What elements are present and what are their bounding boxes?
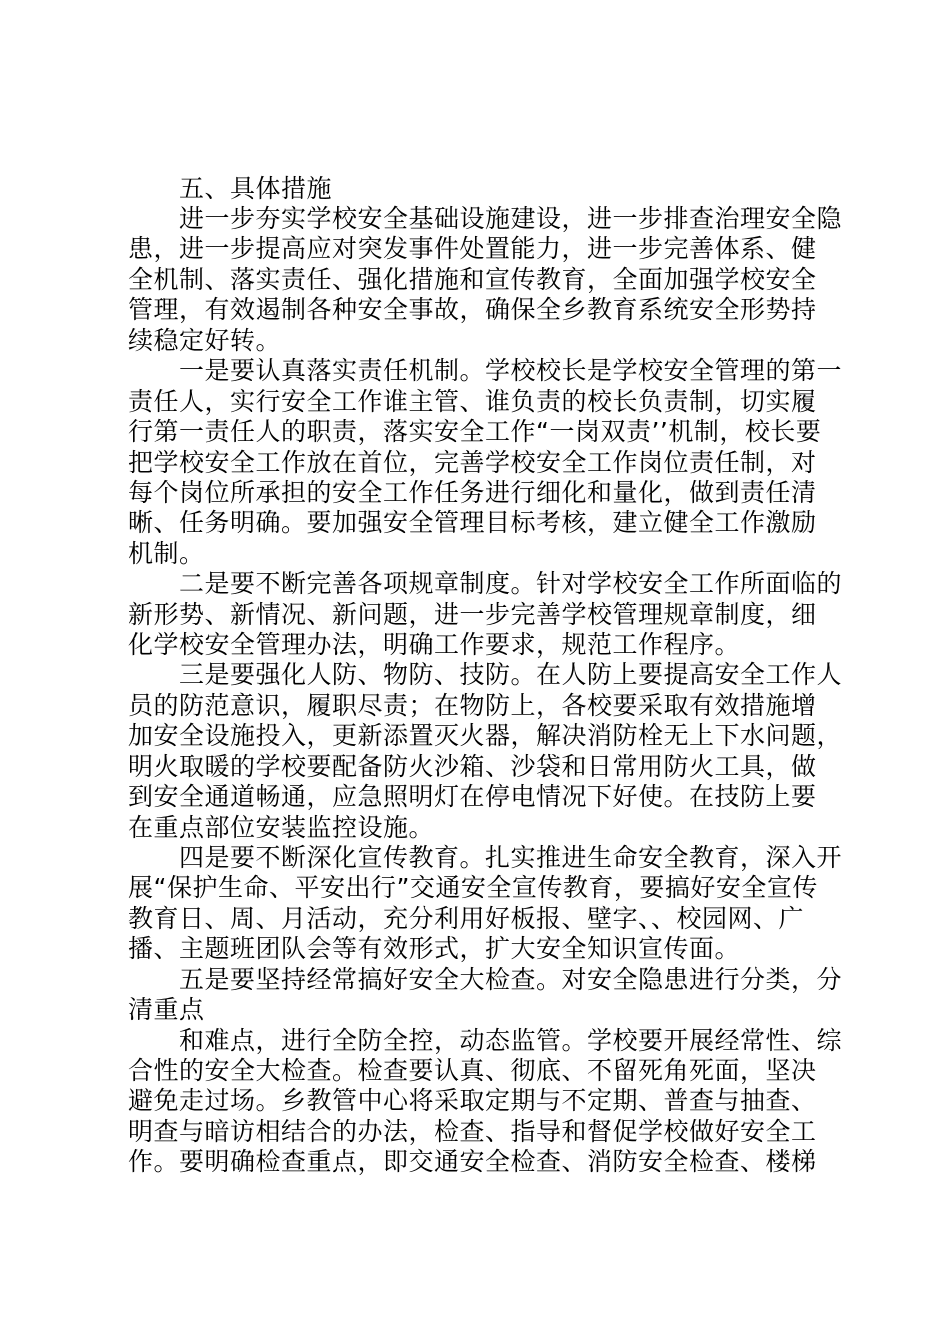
text-line: 合性的安全大检查。检查要认真、彻底、不留死角死面，坚决 [128, 1056, 817, 1085]
text-line: 和难点，进行全防全控，动态监管。学校要开展经常性、综 [128, 1026, 843, 1055]
text-line: 播、主题班团队会等有效形式，扩大安全知识宣传面。 [128, 934, 741, 963]
text-line: 每个岗位所承担的安全工作任务进行细化和量化，做到责任清 [128, 478, 817, 507]
text-line: 二是要不断完善各项规章制度。针对学校安全工作所面临的 [128, 569, 843, 598]
text-line: 患，进一步提高应对突发事件处置能力，进一步完善体系、健 [128, 234, 817, 263]
text-line: 全机制、落实责任、强化措施和宣传教育，全面加强学校安全 [128, 265, 817, 294]
text-line: 员的防范意识，履职尽责；在物防上，各校要采取有效措施增 [128, 691, 817, 720]
text-line: 教育日、周、月活动，充分利用好板报、壁字、、校园网、广 [128, 904, 805, 933]
text-line: 管理，有效遏制各种安全事故，确保全乡教育系统安全形势持 [128, 295, 817, 324]
text-line: 晰、任务明确。要加强安全管理目标考核，建立健全工作激励 [128, 508, 817, 537]
text-line: 到安全通道畅通，应急照明灯在停电情况下好使。在技防上要 [128, 782, 817, 811]
text-line: 化学校安全管理办法，明确工作要求，规范工作程序。 [128, 630, 741, 659]
text-line: 避免走过场。乡教管中心将采取定期与不定期、普查与抽查、 [128, 1086, 817, 1115]
text-line: 明查与暗访相结合的办法，检查、指导和督促学校做好安全工 [128, 1117, 817, 1146]
text-line: 展“保护生命、平安出行”交通安全宣传教育，要搞好安全宣传 [128, 873, 818, 902]
text-line: 行第一责任人的职责，落实安全工作“一岗双责’’机制，校长要 [128, 417, 822, 446]
text-line: 五是要坚持经常搞好安全大检查。对安全隐患进行分类，分 [128, 965, 843, 994]
text-line: 五、具体措施 [128, 174, 333, 203]
text-line: 明火取暖的学校要配备防火沙箱、沙袋和日常用防火工具，做 [128, 752, 817, 781]
text-line: 加安全设施投入，更新添置灭火器，解决消防栓无上下水问题， [128, 721, 843, 750]
text-line: 进一步夯实学校安全基础设施建设，进一步排查治理安全隐 [128, 204, 843, 233]
text-line: 作。要明确检查重点，即交通安全检查、消防安全检查、楼梯 [128, 1147, 817, 1176]
text-line: 新形势、新情况、新问题，进一步完善学校管理规章制度，细 [128, 600, 817, 629]
text-line: 把学校安全工作放在首位，完善学校安全工作岗位责任制，对 [128, 448, 817, 477]
text-line: 续稳定好转。 [128, 326, 282, 355]
text-line: 清重点 [128, 995, 205, 1024]
text-line: 四是要不断深化宣传教育。扎实推进生命安全教育，深入开 [128, 843, 843, 872]
text-line: 一是要认真落实责任机制。学校校长是学校安全管理的第一 [128, 356, 843, 385]
text-line: 三是要强化人防、物防、技防。在人防上要提高安全工作人 [128, 660, 843, 689]
text-line: 机制。 [128, 539, 205, 568]
text-line: 责任人，实行安全工作谁主管、谁负责的校长负责制，切实履 [128, 387, 817, 416]
text-line: 在重点部位安装监控设施。 [128, 813, 435, 842]
